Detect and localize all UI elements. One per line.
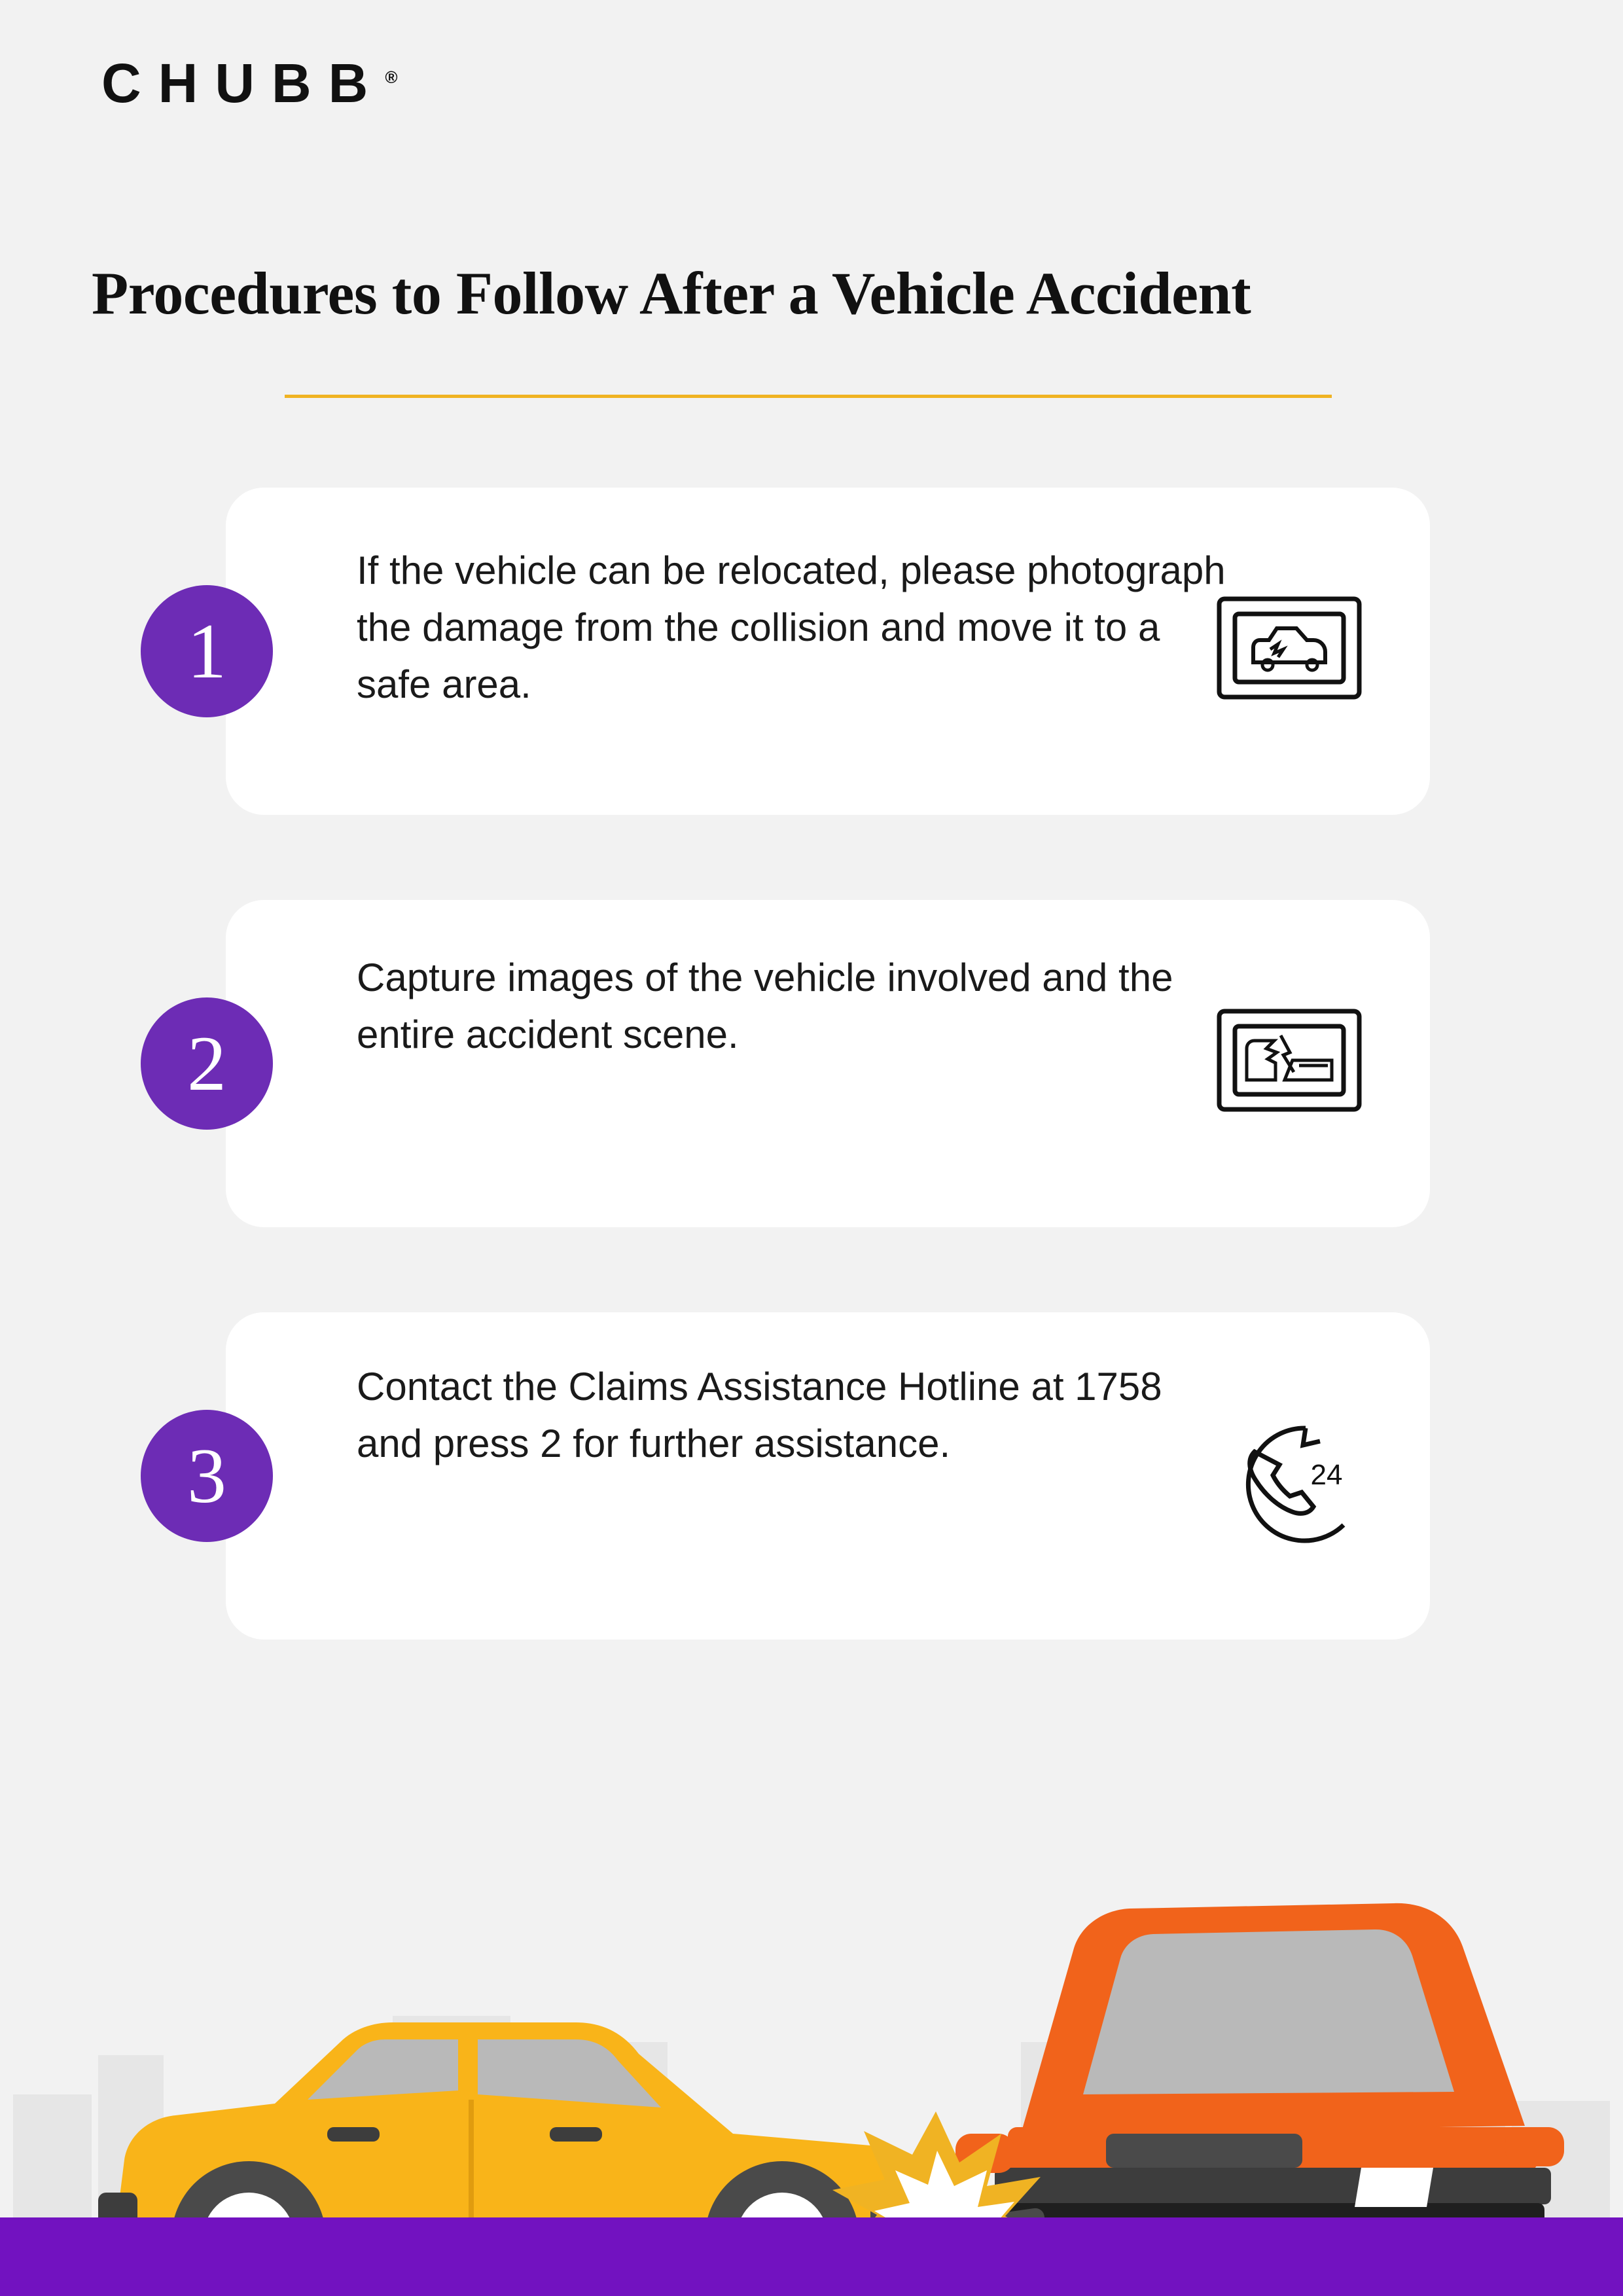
page-title: Procedures to Follow After a Vehicle Accident — [92, 260, 1251, 327]
step-number-badge-2: 2 — [141, 997, 273, 1130]
footer-bar — [0, 2217, 1623, 2296]
step-number-badge-3: 3 — [141, 1410, 273, 1542]
24-hour-phone-hotline-icon — [1207, 1401, 1371, 1545]
two-cars-collision-illustration — [0, 1676, 1623, 2296]
registered-mark: ® — [385, 67, 398, 87]
title-divider — [285, 395, 1332, 398]
photo-of-accident-scene-icon — [1207, 988, 1371, 1132]
chubb-logo — [101, 52, 398, 114]
photo-of-damaged-car-icon — [1207, 576, 1371, 720]
step-text-1: If the vehicle can be relocated, please photograph the damage from the collision and move it to a safe area. — [357, 548, 1226, 706]
step-text-2: Capture images of the vehicle involved and the entire accident scene. — [357, 956, 1173, 1056]
brand-name: CHUBB — [101, 52, 385, 114]
step-text-3: Contact the Claims Assistance Hotline at 1758 and press 2 for further assistance. — [357, 1365, 1162, 1465]
step-number-badge-1: 1 — [141, 585, 273, 717]
hotline-hours-label: 24 — [1310, 1459, 1343, 1491]
